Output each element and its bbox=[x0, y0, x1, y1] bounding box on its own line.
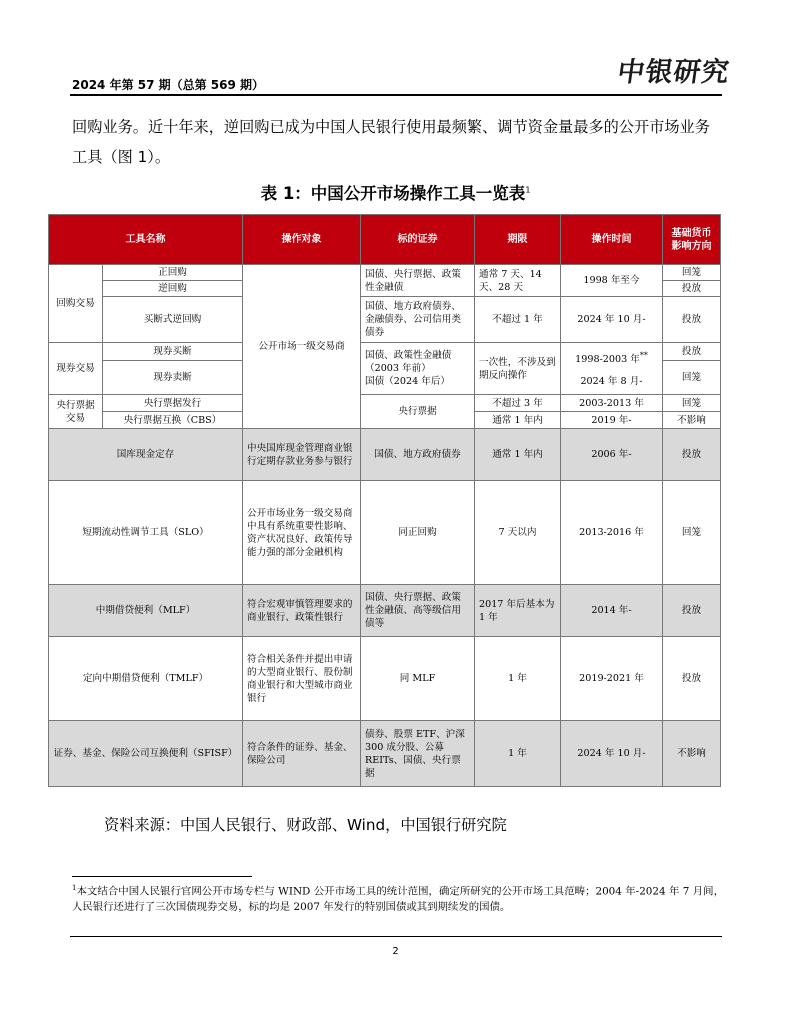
cbs-direction-cell: 不影响 bbox=[663, 412, 721, 429]
sfisf-time-cell: 2024 年 10 月- bbox=[561, 721, 663, 787]
spot-security-a: 国债、政策性金融债（2003 年前） bbox=[365, 350, 452, 374]
cb-issue-term-cell: 不超过 3 年 bbox=[475, 395, 561, 412]
spot-time-b: 2024 年 8 月- bbox=[580, 375, 643, 387]
cb-security-cell: 央行票据 bbox=[361, 395, 475, 429]
col-header-security: 标的证券 bbox=[361, 215, 475, 265]
sfisf-term-cell: 1 年 bbox=[475, 721, 561, 787]
spot-security-b: 国债（2024 年后） bbox=[365, 376, 451, 387]
cb-issue-time-cell: 2003-2013 年 bbox=[561, 395, 663, 412]
outright-reverse-repo-cell: 买断式逆回购 bbox=[103, 297, 243, 343]
footnote-divider bbox=[72, 876, 252, 877]
treasury-direction-cell: 投放 bbox=[663, 429, 721, 481]
repo-time-cell: 1998 年至今 bbox=[561, 265, 663, 297]
issue-label: 2024 年第 57 期（总第 569 期） bbox=[72, 78, 265, 92]
footnote-text: 本文结合中国人民银行官网公开市场专栏与 WIND 公开市场工具的统计范围，确定所研究的公开市场工具范畴；2004 年-2024 年 7 月间，人民银行还进行了三次国债现券交易，标的均是 2007 年发行的特别国债或其到期续发的国债。 bbox=[72, 885, 724, 914]
spot-security-cell bbox=[361, 343, 475, 395]
treasury-time-cell: 2006 年- bbox=[561, 429, 663, 481]
outright-reverse-repo-time-cell: 2024 年 10 月- bbox=[561, 297, 663, 343]
tmlf-time-cell: 2019-2021 年 bbox=[561, 637, 663, 721]
cbs-cell: 央行票据互换（CBS） bbox=[103, 412, 243, 429]
table-row bbox=[49, 395, 721, 412]
footnote-mark: 1 bbox=[72, 884, 77, 892]
mlf-security-cell: 国债、央行票据、政策性金融债、高等级信用债等 bbox=[361, 585, 475, 637]
treasury-term-cell: 通常 1 年内 bbox=[475, 429, 561, 481]
spot-group-cell: 现券交易 bbox=[49, 343, 103, 395]
table-row bbox=[49, 585, 721, 637]
sfisf-direction-cell: 不影响 bbox=[663, 721, 721, 787]
outright-reverse-repo-security-cell: 国债、地方政府债券、金融债券、公司信用类债券 bbox=[361, 297, 475, 343]
cb-issue-cell: 央行票据发行 bbox=[103, 395, 243, 412]
slo-time-cell: 2013-2016 年 bbox=[561, 481, 663, 585]
repo-cell: 正回购 bbox=[103, 265, 243, 281]
outright-reverse-repo-direction-cell: 投放 bbox=[663, 297, 721, 343]
spot-time-cell bbox=[561, 343, 663, 395]
table-row bbox=[49, 297, 721, 343]
tmlf-security-cell: 同 MLF bbox=[361, 637, 475, 721]
mlf-time-cell: 2014 年- bbox=[561, 585, 663, 637]
slo-target-cell: 公开市场业务一级交易商中具有系统重要性影响、资产状况良好、政策传导能力强的部分金融机构 bbox=[243, 481, 361, 585]
sfisf-security-cell: 债券、股票 ETF、沪深 300 成分股、公募 REITs、国债、央行票据 bbox=[361, 721, 475, 787]
cb-group-cell: 央行票据交易 bbox=[49, 395, 103, 429]
mlf-term-cell: 2017 年后基本为 1 年 bbox=[475, 585, 561, 637]
col-header-term: 期限 bbox=[475, 215, 561, 265]
slo-term-cell: 7 天以内 bbox=[475, 481, 561, 585]
reverse-repo-cell: 逆回购 bbox=[103, 281, 243, 297]
table-row bbox=[49, 637, 721, 721]
operations-table bbox=[48, 214, 721, 787]
cbs-time-cell: 2019 年- bbox=[561, 412, 663, 429]
tmlf-term-cell: 1 年 bbox=[475, 637, 561, 721]
repo-security-cell: 国债、央行票据、政策性金融债 bbox=[361, 265, 475, 297]
col-header-time: 操作时间 bbox=[561, 215, 663, 265]
boc-research-logo: 中银研究 bbox=[615, 57, 732, 88]
cb-issue-direction-cell: 回笼 bbox=[663, 395, 721, 412]
footnote bbox=[72, 880, 724, 915]
repo-group-cell: 回购交易 bbox=[49, 265, 103, 343]
treasury-security-cell: 国债、地方政府债券 bbox=[361, 429, 475, 481]
source-note: 资料来源：中国人民银行、财政部、Wind，中国银行研究院 bbox=[104, 816, 507, 834]
col-header-tool: 工具名称 bbox=[49, 215, 243, 265]
spot-buy-direction-cell: 投放 bbox=[663, 343, 721, 361]
col-header-direction: 基础货币影响方向 bbox=[663, 215, 721, 265]
slo-name-cell: 短期流动性调节工具（SLO） bbox=[49, 481, 243, 585]
spot-buy-cell: 现券买断 bbox=[103, 343, 243, 361]
table-row bbox=[49, 429, 721, 481]
repo-term-cell: 通常 7 天、14 天、28 天 bbox=[475, 265, 561, 297]
spot-time-a-text: 1998-2003 年 bbox=[575, 354, 640, 366]
header-divider bbox=[70, 94, 722, 96]
footer-divider bbox=[70, 936, 722, 937]
tmlf-name-cell: 定向中期借贷便利（TMLF） bbox=[49, 637, 243, 721]
spot-sell-cell: 现券卖断 bbox=[103, 361, 243, 395]
sfisf-name-cell: 证券、基金、保险公司互换便利（SFISF） bbox=[49, 721, 243, 787]
table-row bbox=[49, 265, 721, 281]
tmlf-direction-cell: 投放 bbox=[663, 637, 721, 721]
slo-direction-cell: 回笼 bbox=[663, 481, 721, 585]
intro-paragraph: 回购业务。近十年来，逆回购已成为中国人民银行使用最频繁、调节资金量最多的公开市场业务工具（图 1）。 bbox=[72, 118, 710, 166]
page-number: 2 bbox=[392, 946, 399, 957]
spot-time-a-note: ** bbox=[639, 351, 648, 361]
table-title-footnote-mark: 1 bbox=[525, 185, 531, 195]
table-row bbox=[49, 481, 721, 585]
treasury-target-cell: 中央国库现金管理商业银行定期存款业务参与银行 bbox=[243, 429, 361, 481]
outright-reverse-repo-term-cell: 不超过 1 年 bbox=[475, 297, 561, 343]
shared-target-cell: 公开市场一级交易商 bbox=[243, 265, 361, 429]
spot-time-a bbox=[565, 349, 658, 366]
treasury-name-cell: 国库现金定存 bbox=[49, 429, 243, 481]
mlf-target-cell: 符合宏观审慎管理要求的商业银行、政策性银行 bbox=[243, 585, 361, 637]
cbs-term-cell: 通常 1 年内 bbox=[475, 412, 561, 429]
mlf-direction-cell: 投放 bbox=[663, 585, 721, 637]
table-row bbox=[49, 721, 721, 787]
table-row bbox=[49, 343, 721, 361]
sfisf-target-cell: 符合条件的证券、基金、保险公司 bbox=[243, 721, 361, 787]
tmlf-target-cell: 符合相关条件并提出申请的大型商业银行、股份制商业银行和大型城市商业银行 bbox=[243, 637, 361, 721]
repo-direction-cell: 回笼 bbox=[663, 265, 721, 281]
col-header-target: 操作对象 bbox=[243, 215, 361, 265]
reverse-repo-direction-cell: 投放 bbox=[663, 281, 721, 297]
table-header-row bbox=[49, 215, 721, 265]
spot-sell-direction-cell: 回笼 bbox=[663, 361, 721, 395]
slo-security-cell: 同正回购 bbox=[361, 481, 475, 585]
mlf-name-cell: 中期借贷便利（MLF） bbox=[49, 585, 243, 637]
spot-term-cell: 一次性，不涉及到期反向操作 bbox=[475, 343, 561, 395]
table-title bbox=[0, 180, 791, 204]
table-title-text: 表 1：中国公开市场操作工具一览表 bbox=[260, 184, 526, 203]
